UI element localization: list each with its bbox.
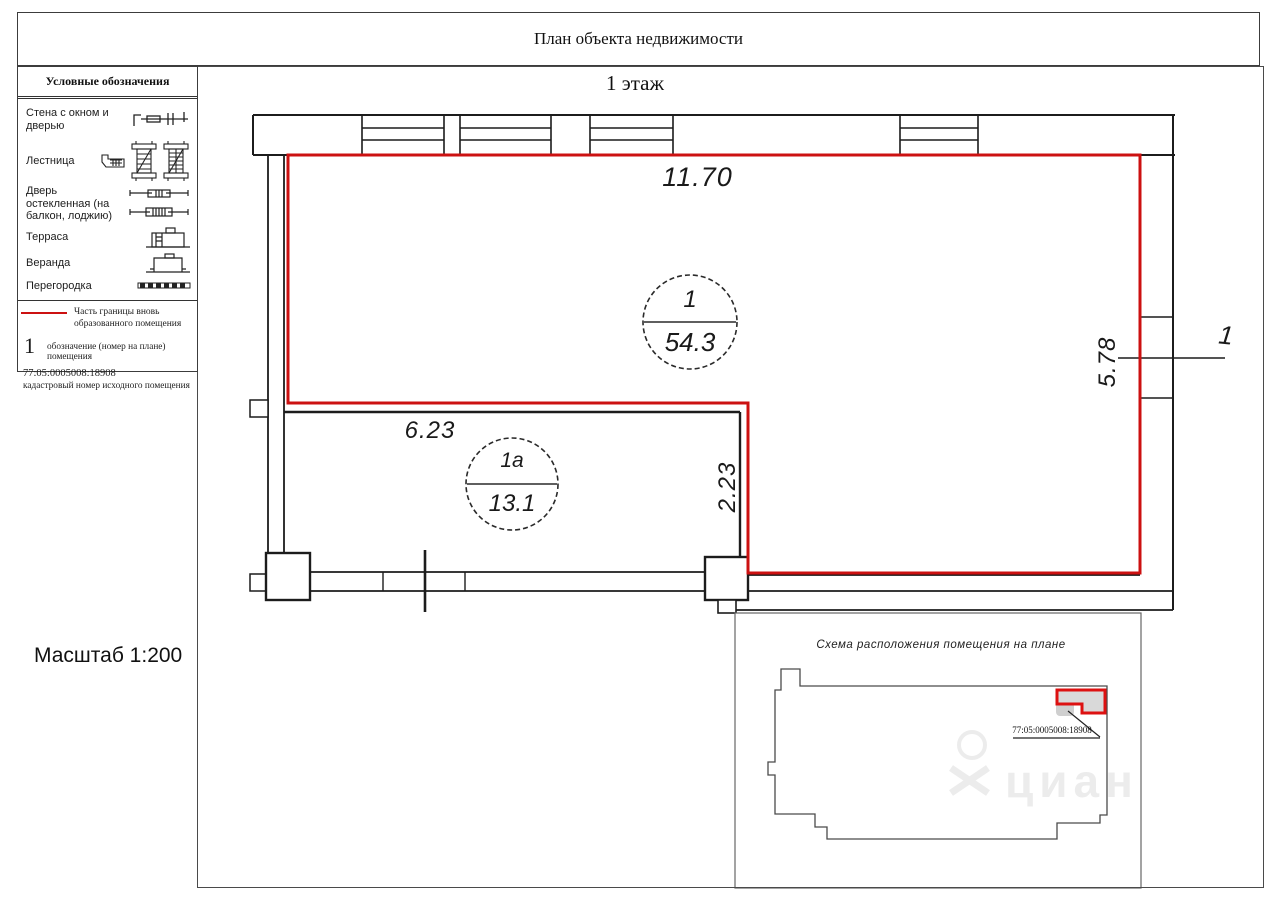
number-symbol: 1 <box>24 332 35 358</box>
legend-item-stairs <box>26 138 192 184</box>
legend-item-label: Стена с окном и дверью <box>26 107 109 132</box>
legend-items <box>18 99 197 296</box>
title-box <box>17 12 1260 66</box>
legend-item-label: Перегородка <box>26 279 92 292</box>
boundary-note: Часть границы вновь образованного помещения <box>74 307 182 330</box>
cadastral-note: кадастровый номер исходного помещения <box>23 380 190 391</box>
number-note-row <box>21 332 193 362</box>
inset-title: Схема расположения помещения на плане <box>816 639 1066 651</box>
boundary-note-row <box>21 306 193 331</box>
cadastral-block <box>21 368 193 391</box>
number-note: обозначение (номер на плане) помещения <box>47 341 166 362</box>
scale-label: Масштаб 1:200 <box>34 644 183 667</box>
wall-window-door-icon <box>130 110 192 130</box>
veranda-icon <box>144 252 192 276</box>
legend-item-wall-window-door <box>26 102 192 138</box>
red-boundary-sample-line <box>21 312 67 331</box>
legend-item-partition <box>26 276 192 296</box>
room-1-area: 54.3 <box>664 327 716 357</box>
floor-label: 1 этаж <box>605 71 665 95</box>
stairs-icon <box>100 140 192 182</box>
legend-item-glazed-door <box>26 184 192 224</box>
glazed-door-icon <box>126 187 192 221</box>
room-1-number: 1 <box>683 286 697 313</box>
legend-item-label: Веранда <box>26 257 71 270</box>
legend-notes <box>18 300 197 391</box>
legend-panel <box>17 66 198 391</box>
legend-item-veranda <box>26 251 192 276</box>
cadastral-number: 77:05:0005008:18908 <box>23 367 116 379</box>
legend-item-terrace <box>26 224 192 251</box>
watermark-text: циан <box>1005 755 1139 807</box>
room-1a-area: 13.1 <box>488 490 536 517</box>
room-1a-number: 1а <box>500 449 524 472</box>
partition-icon <box>136 281 192 291</box>
dimension-top: 11.70 <box>662 162 733 192</box>
dimension-room1a-height: 2.23 <box>714 461 741 513</box>
legend-item-label: Лестница <box>26 154 75 167</box>
outside-mark: 1 <box>1217 319 1235 351</box>
dimension-room1a-width: 6.23 <box>404 417 456 444</box>
terrace-icon <box>144 225 192 251</box>
inset-cadastral-number: 77:05:0005008:18908 <box>1012 725 1092 735</box>
legend-item-label: Терраса <box>26 231 69 244</box>
dimension-right: 5.78 <box>1094 336 1121 388</box>
page-title: План объекта недвижимости <box>534 29 743 48</box>
legend-item-label: Дверь остекленная (на балкон, лоджию) <box>26 185 113 223</box>
legend-header: Условные обозначения <box>18 67 197 99</box>
